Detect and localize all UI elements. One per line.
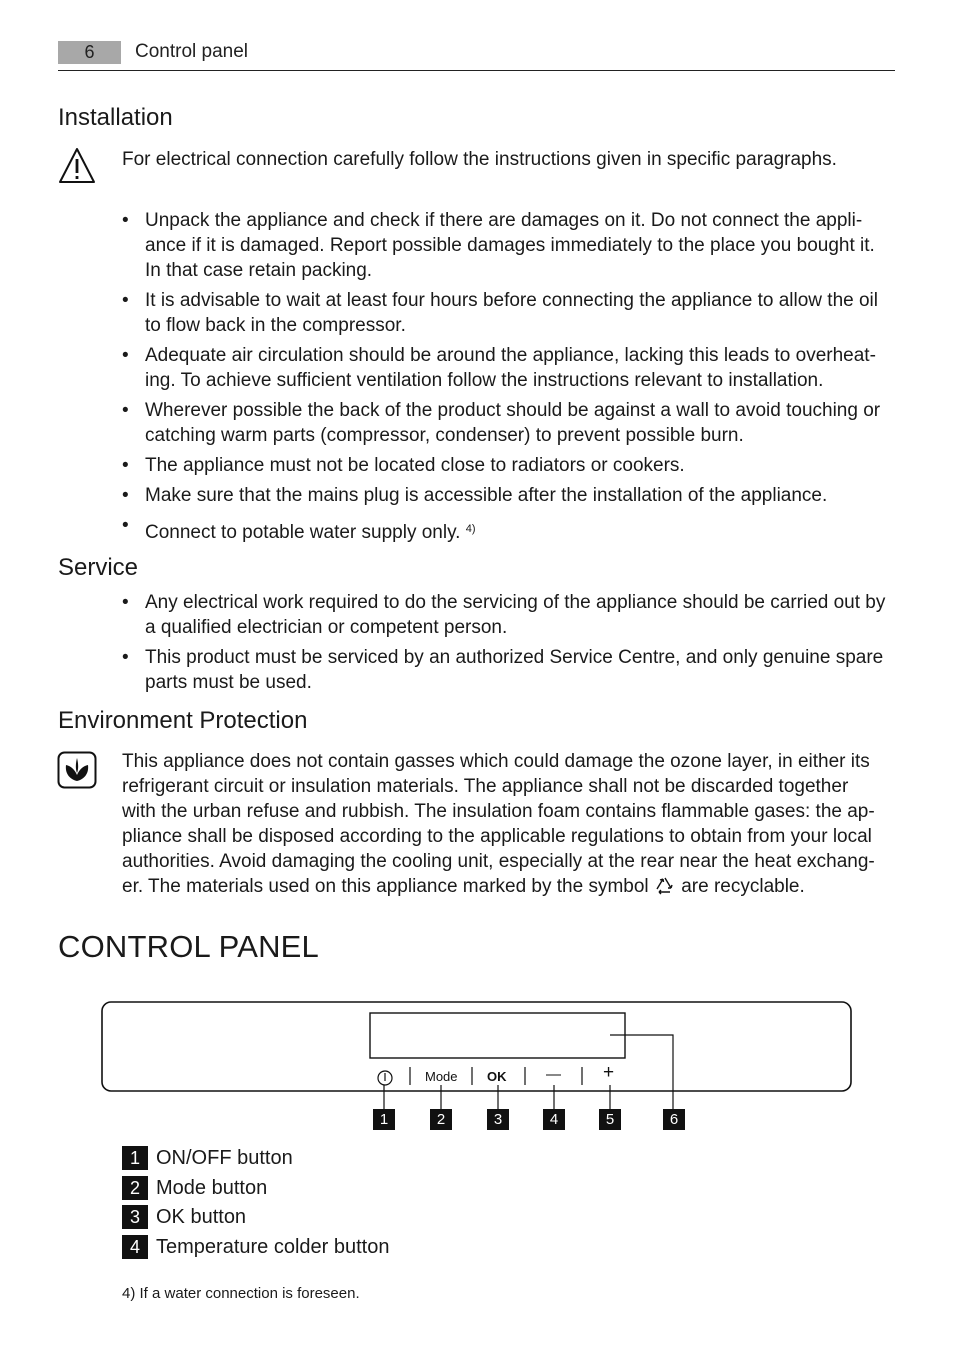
service-bullet-line: parts must be used.: [145, 672, 312, 693]
service-bullet-line: a qualified electrician or competent person.: [145, 617, 508, 638]
legend-number: 2: [122, 1176, 148, 1200]
installation-bullet-line: ing. To achieve sufficient ventilation follow the instructions relevant to installation.: [145, 370, 824, 391]
legend-label: Mode button: [156, 1177, 268, 1199]
environment-text-line: with the urban refuse and rubbish. The insulation foam contains flammable gases: the ap-: [122, 801, 875, 822]
environment-text-line: pliance shall be disposed according to the applicable regulations to obtain from your local: [122, 826, 872, 847]
service-bullet-line: Any electrical work required to do the servicing of the appliance should be carried out by: [145, 592, 886, 613]
legend-number: 1: [122, 1146, 148, 1170]
bullet-dot: •: [122, 345, 129, 366]
water-supply-text: Connect to potable water supply only.: [145, 522, 461, 543]
bullet-dot: •: [122, 592, 129, 613]
mode-button[interactable]: Mode: [425, 1069, 458, 1084]
diagram-badge-4: 4: [543, 1109, 565, 1130]
plus-button[interactable]: +: [603, 1062, 615, 1083]
installation-bullet-line: Make sure that the mains plug is accessible after the installation of the appliance.: [145, 485, 828, 506]
legend-label: OK button: [156, 1206, 247, 1228]
bullet-dot: •: [122, 647, 129, 668]
legend-label: ON/OFF button: [156, 1147, 293, 1169]
environment-text-line: refrigerant circuit or insulation materials. The appliance shall not be discarded together: [122, 776, 849, 797]
diagram-badge-5: 5: [599, 1109, 621, 1130]
diagram-badge-1: 1: [373, 1109, 395, 1130]
legend-label: Temperature colder button: [156, 1236, 390, 1258]
service-heading: Service: [58, 554, 139, 581]
bullet-dot: •: [122, 485, 129, 506]
bullet-dot: •: [122, 400, 129, 421]
installation-bullet-line: [145, 517, 476, 545]
page-number: 6: [84, 42, 95, 62]
environment-text-line: This appliance does not contain gasses which could damage the ozone layer, in either its: [122, 751, 870, 772]
installation-bullet-line: catching warm parts (compressor, condenser) to prevent possible burn.: [145, 425, 744, 446]
installation-bullet-line: The appliance must not be located close to radiators or cookers.: [145, 455, 685, 476]
installation-bullet-line: to flow back in the compressor.: [145, 315, 406, 336]
installation-heading: Installation: [58, 104, 173, 131]
recycle-icon: [654, 875, 676, 897]
environment-text-before-symbol: er. The materials used on this appliance marked by the symbol: [122, 876, 649, 897]
bullet-dot: •: [122, 290, 129, 311]
control-panel-title: CONTROL PANEL: [58, 929, 319, 964]
legend-number: 3: [122, 1205, 148, 1229]
installation-bullet-line: In that case retain packing.: [145, 260, 373, 281]
environment-text-after-symbol: are recyclable.: [681, 876, 805, 897]
installation-bullet-line: Adequate air circulation should be around the appliance, lacking this leads to overheat-: [145, 345, 876, 366]
installation-warning-text: For electrical connection carefully follow the instructions given in specific paragraphs.: [122, 149, 837, 170]
installation-bullet-line: Wherever possible the back of the product should be against a wall to avoid touching or: [145, 400, 881, 421]
warning-icon: [57, 146, 97, 186]
running-header-title: Control panel: [135, 41, 249, 62]
diagram-badge-6: 6: [663, 1109, 685, 1130]
bullet-dot: •: [122, 210, 129, 231]
footnote: 4) If a water connection is foreseen.: [122, 1285, 360, 1302]
environment-heading: Environment Protection: [58, 707, 308, 734]
header-rule: [58, 70, 895, 71]
installation-bullet-line: ance if it is damaged. Report possible damages immediately to the place you bought it.: [145, 235, 875, 256]
diagram-badge-2: 2: [430, 1109, 452, 1130]
diagram-badge-3: 3: [487, 1109, 509, 1130]
service-bullet-line: This product must be serviced by an authorized Service Centre, and only genuine spare: [145, 647, 884, 668]
power-icon[interactable]: [376, 1069, 394, 1087]
installation-bullet-line: Unpack the appliance and check if there are damages on it. Do not connect the appli-: [145, 210, 863, 231]
control-panel-diagram: [0, 990, 954, 1140]
installation-bullet-line: It is advisable to wait at least four hours before connecting the appliance to allow the oil: [145, 290, 878, 311]
environment-text-line: [122, 874, 805, 899]
legend-number: 4: [122, 1235, 148, 1259]
ok-button[interactable]: OK: [487, 1069, 507, 1084]
environment-text-line: authorities. Avoid damaging the cooling unit, especially at the rear near the heat exchang-: [122, 851, 875, 872]
bullet-dot: •: [122, 455, 129, 476]
bullet-dot: •: [122, 515, 129, 536]
footnote-reference[interactable]: 4): [465, 523, 476, 535]
environment-icon: [57, 751, 97, 789]
minus-button[interactable]: —: [546, 1066, 561, 1083]
